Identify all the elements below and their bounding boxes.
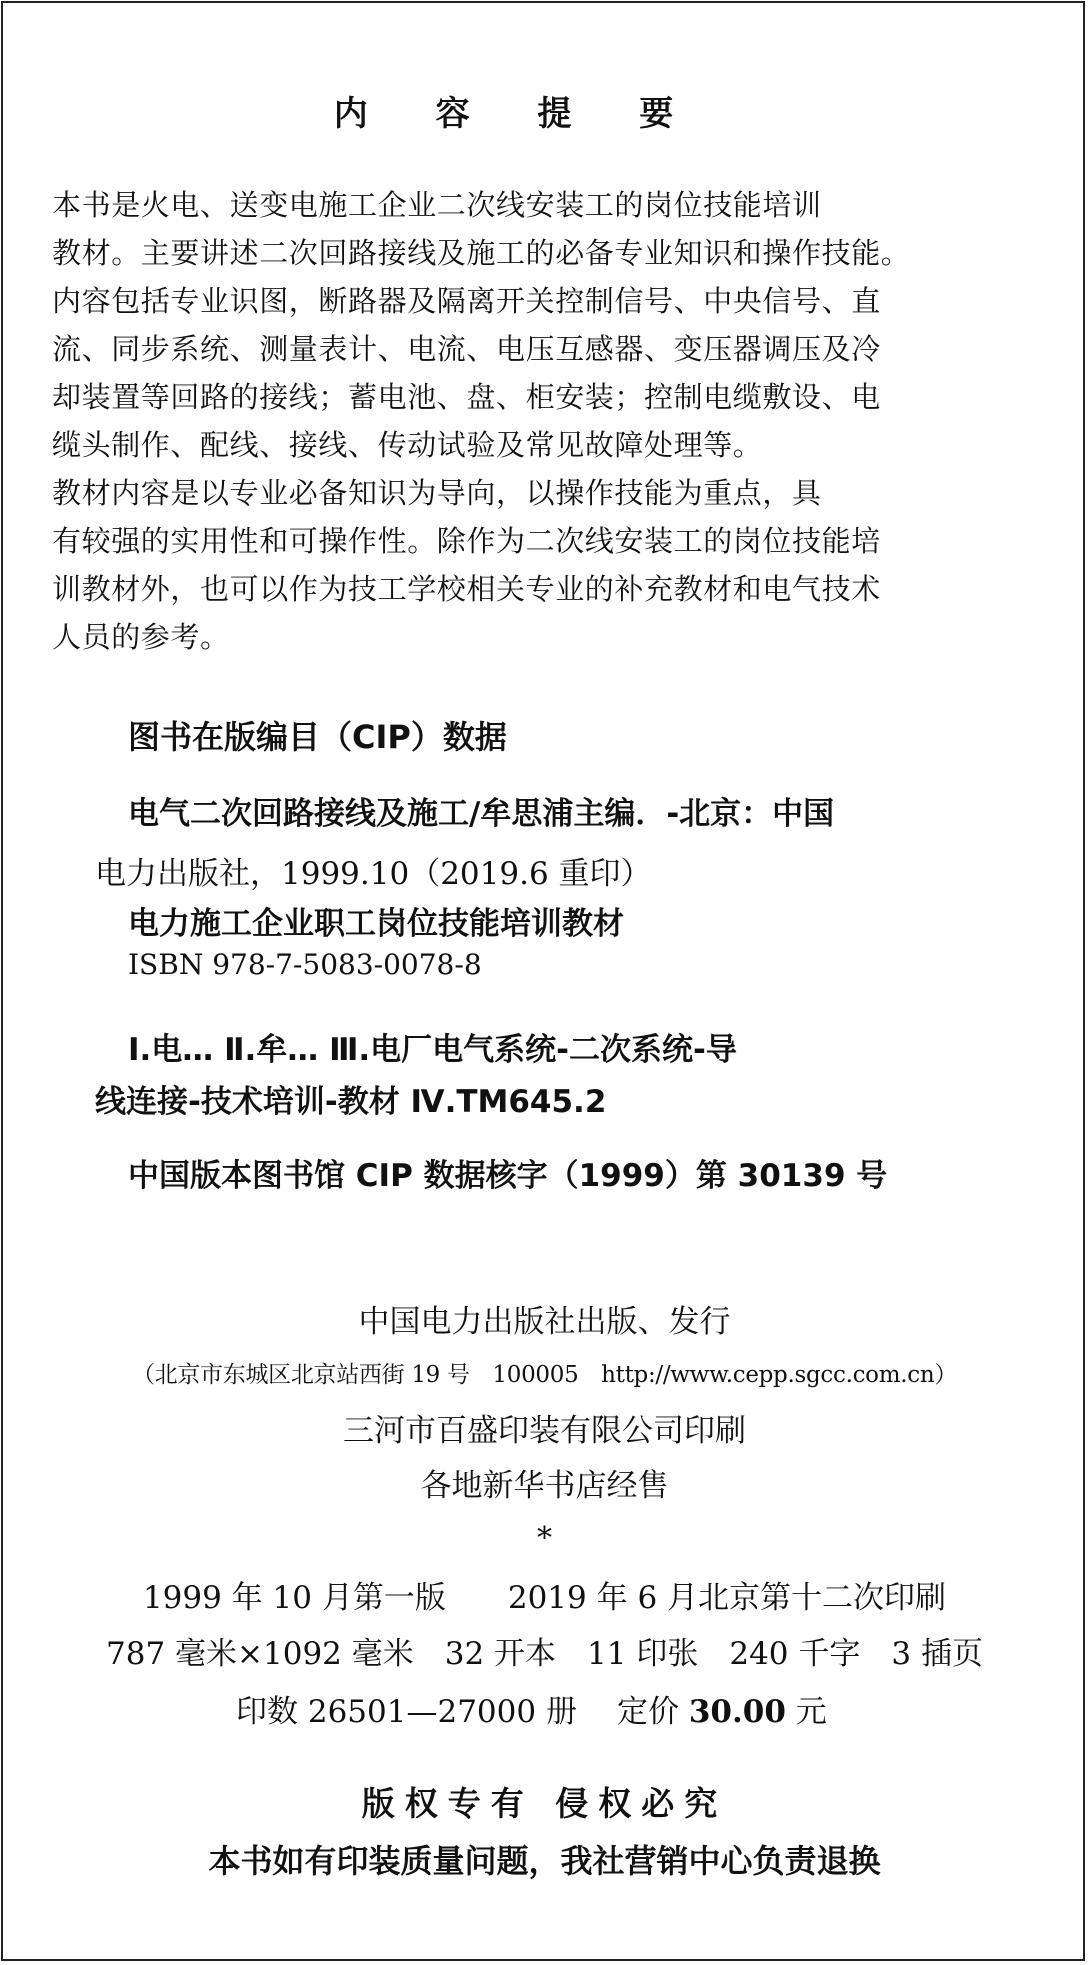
separator-star: * <box>537 1521 552 1556</box>
summary-line: 人员的参考。 <box>52 620 230 654</box>
distributor: 各地新华书店经售 <box>420 1468 669 1504</box>
cip-title-line: 电气二次回路接线及施工/牟思浦主编．-北京：中国 <box>128 796 835 832</box>
cip-record-number: 中国版本图书馆 CIP 数据核字（1999）第 30139 号 <box>128 1158 888 1194</box>
print-run: 印数 26501—27000 册 <box>236 1694 577 1730</box>
summary-line: 缆头制作、配线、接线、传动试验及常见故障处理等。 <box>52 428 763 462</box>
summary-line: 教材。主要讲述二次回路接线及施工的必备专业知识和操作技能。 <box>52 236 911 270</box>
cip-isbn: ISBN 978-7-5083-0078-8 <box>128 948 482 981</box>
printer: 三河市百盛印装有限公司印刷 <box>343 1413 746 1449</box>
summary-line: 本书是火电、送变电施工企业二次线安装工的岗位技能培训 <box>52 188 822 222</box>
cip-classification-line: 线连接-技术培训-教材 Ⅳ.TM645.2 <box>95 1084 607 1120</box>
cip-series-line: 电力施工企业职工岗位技能培训教材 <box>128 906 624 942</box>
price-label: 定价 <box>617 1694 689 1730</box>
publisher-address: （北京市东城区北京站西街 19 号 100005 http://www.cepp.sgcc.com.cn） <box>131 1362 958 1388</box>
cip-classification-line: Ⅰ.电… Ⅱ.牟… Ⅲ.电厂电气系统-二次系统-导 <box>128 1032 737 1068</box>
summary-title: 内 容 提 要 <box>333 94 702 134</box>
summary-line: 流、同步系统、测量表计、电流、电压互感器、变压器调压及冷 <box>52 332 881 366</box>
summary-line: 却装置等回路的接线；蓄电池、盘、柜安装；控制电缆敷设、电 <box>52 380 881 414</box>
cip-heading: 图书在版编目（CIP）数据 <box>128 718 507 756</box>
summary-line: 有较强的实用性和可操作性。除作为二次线安装工的岗位技能培 <box>52 524 881 558</box>
price <box>617 1686 827 1731</box>
copyright-notice: 本书如有印装质量问题，我社营销中心负责退换 <box>208 1842 881 1880</box>
price-value: 30.00 <box>688 1694 786 1730</box>
edition-info: 1999 年 10 月第一版 2019 年 6 月北京第十二次印刷 <box>142 1580 947 1616</box>
price-unit: 元 <box>785 1694 827 1730</box>
summary-line: 内容包括专业识图，断路器及隔离开关控制信号、中央信号、直 <box>52 284 881 318</box>
summary-line: 训教材外，也可以作为技工学校相关专业的补充教材和电气技术 <box>52 572 881 606</box>
summary-line: 教材内容是以专业必备知识为导向，以操作技能为重点，具 <box>52 476 822 510</box>
copyright-title: 版权专有 侵权必究 <box>361 1784 728 1823</box>
format-specs: 787 毫米×1092 毫米 32 开本 11 印张 240 千字 3 插页 <box>106 1636 983 1672</box>
cip-publisher-line: 电力出版社，1999.10（2019.6 重印） <box>95 856 652 892</box>
publisher: 中国电力出版社出版、发行 <box>358 1304 731 1340</box>
